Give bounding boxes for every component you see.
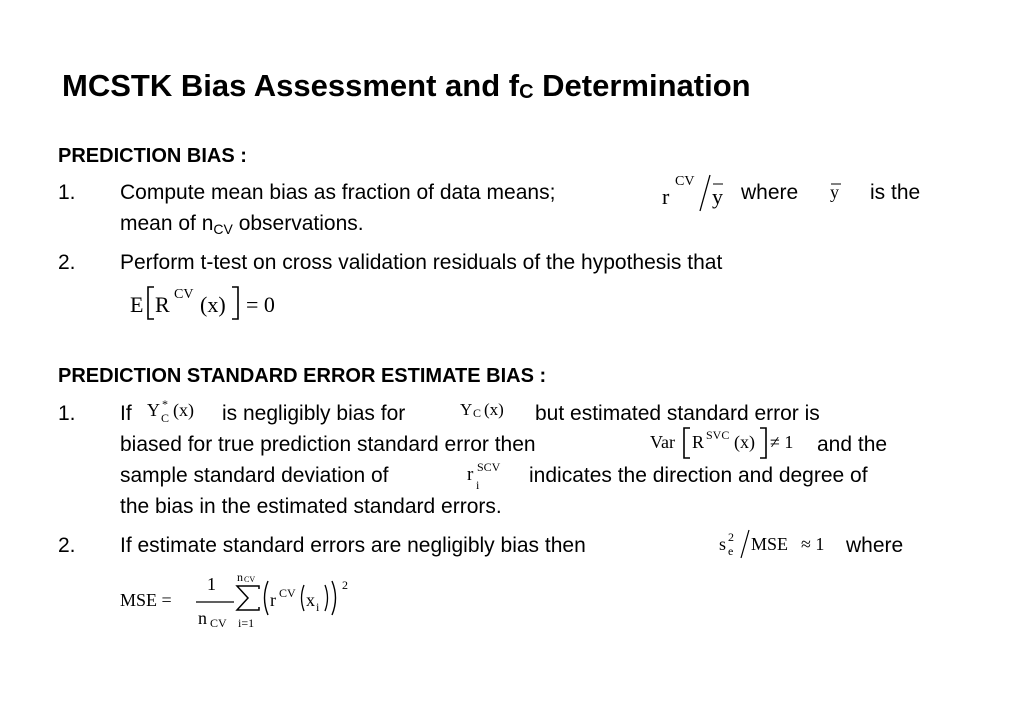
item-text: the bias in the estimated standard errors. — [120, 495, 502, 518]
sigma-sign — [235, 584, 261, 612]
prediction-bias-heading: PREDICTION BIAS : — [58, 145, 247, 167]
item-text: sample standard deviation of — [120, 464, 389, 487]
ncv-subscript: CV — [213, 221, 233, 237]
formula-cv-superscript: CV — [279, 586, 296, 600]
fraction-numerator: 1 — [207, 574, 216, 594]
left-paren-inner — [298, 584, 306, 612]
right-bracket — [758, 427, 768, 459]
sum-upper-n: n — [237, 570, 243, 584]
formula-i-subscript: i — [316, 600, 320, 614]
formula-cv-superscript: CV — [675, 174, 695, 189]
fraction-bar — [196, 600, 236, 604]
item-number: 1. — [58, 181, 76, 204]
right-bracket — [230, 286, 240, 320]
line2-text-end: observations. — [232, 212, 364, 235]
fraction-slash — [698, 174, 712, 212]
formula-ybar — [829, 180, 849, 208]
formula-r-cv-over-ybar — [662, 172, 732, 212]
formula-x: (x) — [734, 432, 755, 452]
formula-r: r — [662, 184, 670, 209]
formula-s: s — [719, 534, 727, 554]
formula-squared: 2 — [342, 578, 348, 592]
item-text: Perform t-test on cross validation residuals of the hypothesis that — [120, 251, 723, 274]
formula-R: R — [692, 432, 705, 452]
left-paren — [260, 580, 270, 616]
formula-cv-superscript: CV — [174, 287, 194, 302]
formula-Y: Y — [147, 400, 160, 420]
formula-c-subscript: C — [473, 406, 482, 420]
right-paren — [330, 580, 340, 616]
line2-text: mean of n — [120, 212, 214, 235]
item-number: 2. — [58, 534, 76, 557]
left-bracket — [682, 427, 692, 459]
formula-r: r — [270, 590, 276, 610]
item-number: 2. — [58, 251, 76, 274]
formula-var-r-svc — [650, 426, 810, 462]
formula-neq-one: ≠ 1 — [770, 432, 794, 452]
formula-var: Var — [650, 432, 675, 452]
item-text: Compute mean bias as fraction of data means; — [120, 181, 556, 204]
item-text: indicates the direction and degree of — [529, 464, 868, 487]
title-main: MCSTK Bias Assessment and f — [62, 68, 520, 103]
formula-yc-star — [147, 398, 207, 432]
formula-E: E — [130, 292, 144, 317]
item-text-is-the: is the — [870, 181, 921, 204]
formula-r-i-scv — [467, 460, 517, 494]
item-text-where: where — [846, 534, 904, 557]
item-text: is negligibly bias for — [222, 402, 406, 425]
item-text: biased for true prediction standard error then — [120, 433, 536, 456]
formula-x: x — [306, 590, 315, 610]
item-number: 1. — [58, 402, 76, 425]
formula-star: * — [162, 397, 168, 411]
formula-R: R — [155, 292, 170, 317]
page-title — [62, 68, 751, 104]
formula-mse-definition — [120, 570, 360, 636]
item-text: and the — [817, 433, 888, 456]
formula-se2-over-mse — [719, 528, 839, 562]
item-text: If — [120, 402, 132, 425]
fraction-denominator-cv: CV — [210, 616, 227, 630]
formula-equals-zero: = 0 — [246, 292, 275, 317]
overline — [712, 182, 724, 186]
formula-approx-one: ≈ 1 — [801, 534, 825, 554]
formula-expectation — [130, 284, 300, 324]
item-text-where: where — [741, 181, 799, 204]
formula-x: (x) — [200, 292, 226, 317]
title-subscript: C — [519, 81, 534, 103]
fraction-denominator-n: n — [198, 608, 207, 628]
formula-two-superscript: 2 — [728, 530, 734, 544]
formula-x: (x) — [484, 400, 504, 419]
formula-c-subscript: C — [161, 411, 170, 425]
formula-y: y — [712, 184, 723, 209]
standard-error-bias-heading: PREDICTION STANDARD ERROR ESTIMATE BIAS : — [58, 365, 547, 387]
item-text-line2 — [120, 212, 364, 236]
sum-upper-cv: CV — [244, 575, 256, 584]
formula-y: y — [830, 182, 839, 202]
formula-mse: MSE — [751, 534, 789, 554]
formula-Y: Y — [460, 400, 473, 419]
formula-yc — [460, 398, 516, 428]
item-text: but estimated standard error is — [535, 402, 820, 425]
fraction-slash — [739, 529, 751, 559]
formula-mse-equals: MSE = — [120, 590, 172, 610]
title-rest: Determination — [533, 68, 751, 103]
formula-svc-superscript: SVC — [706, 428, 730, 442]
formula-e-subscript: e — [728, 544, 734, 558]
formula-scv-superscript: SCV — [477, 460, 501, 474]
item-text: If estimate standard errors are negligibly bias then — [120, 534, 586, 557]
formula-x: (x) — [173, 400, 194, 420]
formula-r: r — [467, 464, 474, 485]
formula-i-subscript: i — [476, 478, 480, 492]
sum-lower-limit: i=1 — [238, 616, 255, 630]
